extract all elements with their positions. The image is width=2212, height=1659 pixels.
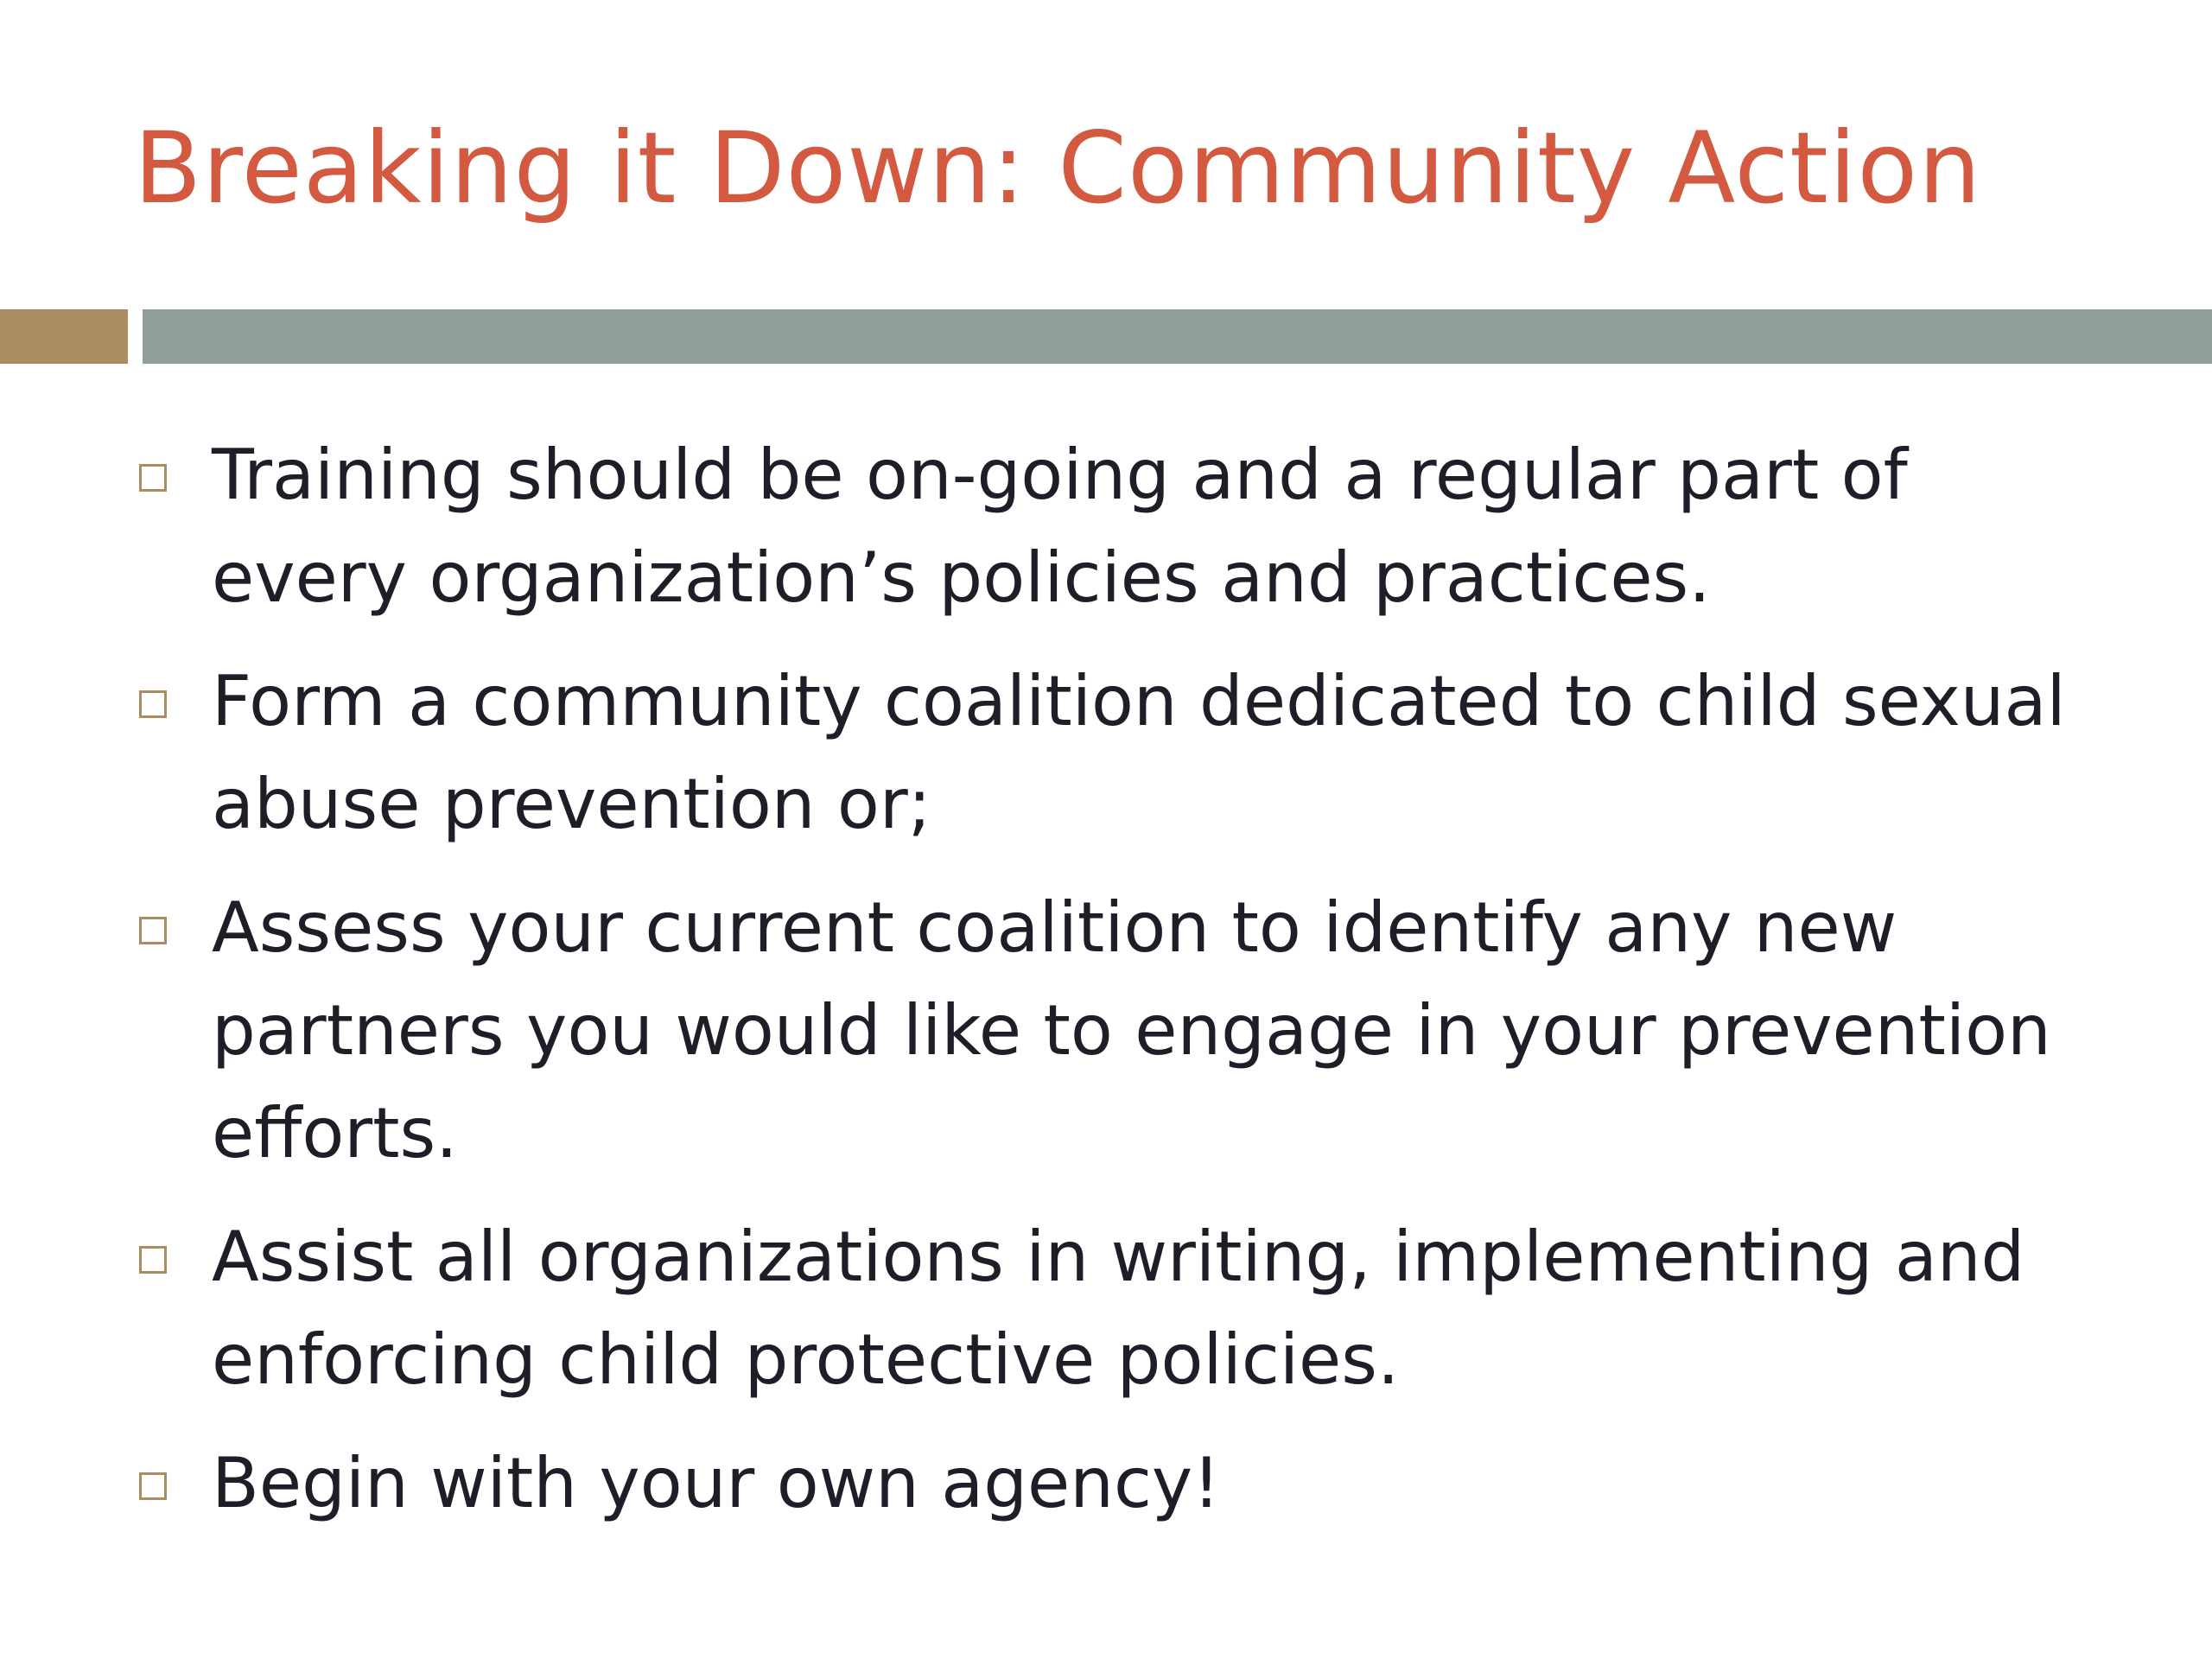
slide-title: Breaking it Down: Community Action (134, 111, 1982, 226)
hollow-square-bullet-icon (139, 917, 167, 944)
title-rule-bar (143, 309, 2212, 364)
bullet-text: Begin with your own agency! (212, 1443, 1221, 1523)
bullet-list (134, 423, 2104, 1555)
hollow-square-bullet-icon (139, 464, 167, 492)
bullet-item (134, 1432, 2104, 1535)
bullet-item (134, 650, 2104, 855)
bullet-text: Assist all organizations in writing, implementing and enforcing child protective policies. (212, 1217, 2025, 1400)
bullet-text: Form a community coalition dedicated to child sexual abuse prevention or; (212, 661, 2066, 844)
hollow-square-bullet-icon (139, 1246, 167, 1274)
bullet-item (134, 423, 2104, 629)
bullet-item (134, 876, 2104, 1185)
hollow-square-bullet-icon (139, 1472, 167, 1500)
bullet-text: Assess your current coalition to identify any new partners you would like to engage in your prevention efforts. (212, 887, 2051, 1173)
bullet-text: Training should be on-going and a regular part of every organization’s policies and practices. (212, 435, 1908, 618)
hollow-square-bullet-icon (139, 690, 167, 718)
bullet-item (134, 1205, 2104, 1411)
title-rule-accent (0, 309, 128, 364)
